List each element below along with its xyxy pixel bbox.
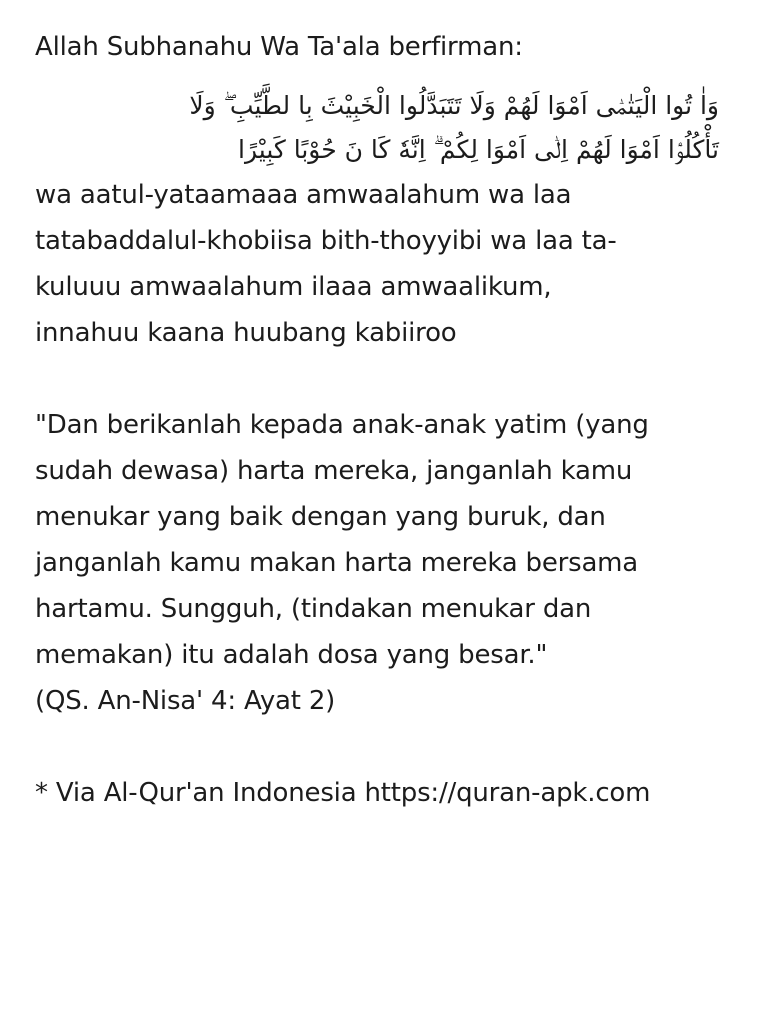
translation (35, 402, 735, 678)
transliteration-line: innahuu kaana huubang kabiiroo (35, 318, 457, 348)
translation-line: menukar yang baik dengan yang buruk, dan (35, 502, 606, 532)
transliteration-line: kuluuu amwaalahum ilaaa amwaalikum, (35, 272, 552, 302)
translation-line: janganlah kamu makan harta mereka bersama (35, 548, 639, 578)
arabic-verse (35, 84, 735, 172)
source-link[interactable]: https://quran-apk.com (364, 778, 651, 808)
translation-line: sudah dewasa) harta mereka, janganlah kamu (35, 456, 633, 486)
translation-line: memakan) itu adalah dosa yang besar." (35, 640, 548, 670)
spacer (35, 724, 735, 770)
transliteration-line: wa aatul-yataamaaa amwaalahum wa laa (35, 180, 572, 210)
verse-share-text (35, 24, 735, 816)
translation-line: hartamu. Sungguh, (tindakan menukar dan (35, 594, 592, 624)
footer-prefix: * Via Al-Qur'an Indonesia (35, 778, 365, 808)
intro-heading: Allah Subhanahu Wa Ta'ala berfirman: (35, 32, 523, 62)
arabic-line: تَأْكُلُوْۤا اَمْوَا لَهُمْ اِلٰۤى اَمْوَا لِكُمْ ۗ اِنَّهٗ كَا نَ حُوْبًا كَبِيْرًا (238, 135, 719, 164)
transliteration-line: tatabaddalul-khobiisa bith-thoyyibi wa laa ta- (35, 226, 617, 256)
verse-reference: (QS. An-Nisa' 4: Ayat 2) (35, 686, 336, 716)
arabic-line: وَاٰ تُوا الْيَتٰمٰۤى اَمْوَا لَهُمْ وَلَا تَتَبَدَّلُوا الْخَبِيْثَ بِا لطَّيِّبِ ۖ وَلَا (189, 91, 719, 120)
spacer (35, 356, 735, 402)
source-footer (35, 770, 735, 816)
transliteration (35, 172, 735, 356)
translation-line: "Dan berikanlah kepada anak-anak yatim (yang (35, 410, 649, 440)
